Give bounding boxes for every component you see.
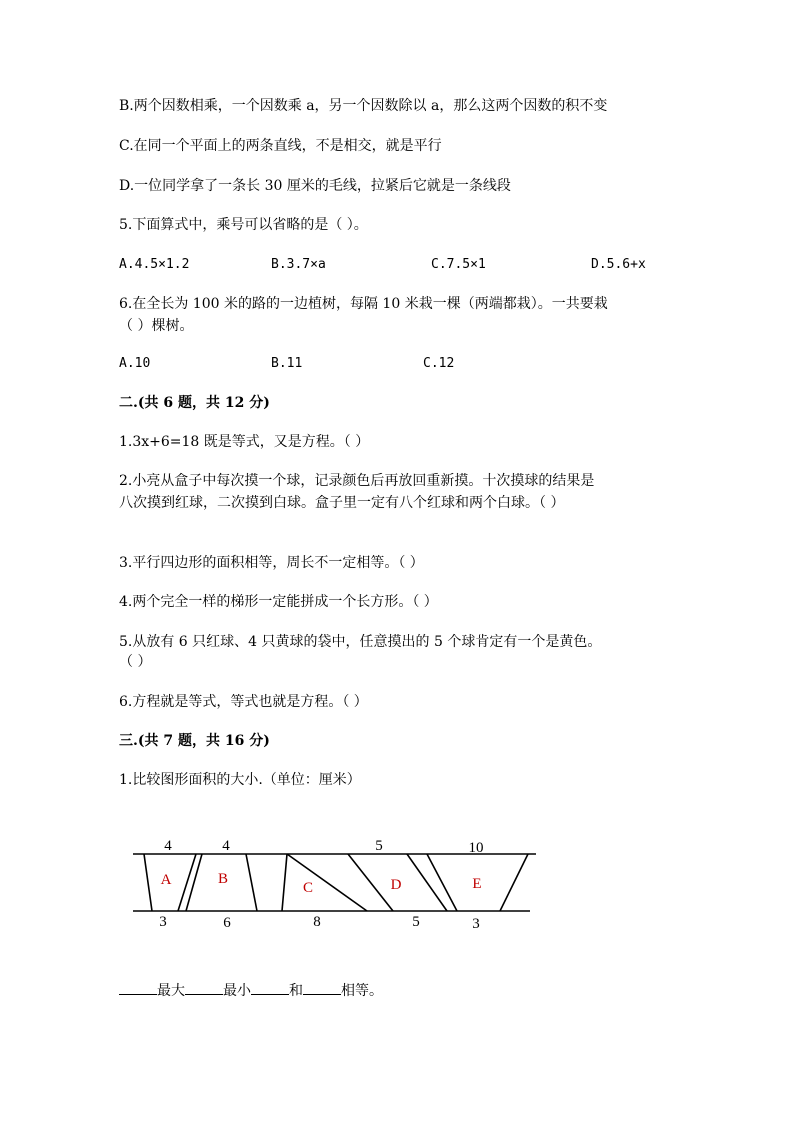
question-5-stem: 5.下面算式中，乘号可以省略的是（ ）。 [119, 217, 368, 233]
q5-option-b: B.3.7×a [271, 257, 326, 272]
shape-b-letter: B [217, 871, 229, 887]
shape-b-right-edge [246, 854, 257, 911]
tf-question-1: 1.3x+6=18 既是等式，又是方程。（ ） [119, 434, 370, 450]
tf-question-3: 3.平行四边形的面积相等，周长不一定相等。（ ） [119, 555, 424, 571]
shape-d-top-label: 5 [375, 838, 383, 854]
shape-c-left-edge [282, 854, 287, 911]
answer-text-largest: 最大 [157, 983, 185, 999]
shape-a-top-label: 4 [164, 838, 172, 854]
answer-text-and: 和 [289, 983, 303, 999]
shape-e-letter: E [472, 876, 482, 892]
section-2-header: 二.(共 6 题，共 12 分) [119, 395, 270, 411]
question-6-stem-line1: 6.在全长为 100 米的路的一边植树，每隔 10 米栽一棵（两端都栽）。一共要栽 [119, 296, 608, 312]
shape-e-top-label: 10 [468, 840, 484, 856]
answer-text-smallest: 最小 [223, 983, 251, 999]
q6-option-c: C.12 [423, 356, 455, 371]
shapes-figure [120, 830, 550, 940]
shape-d-right-edge [407, 854, 447, 911]
shape-e-bottom-label: 3 [472, 916, 480, 932]
q5-option-d: D.5.6+x [591, 257, 646, 272]
tf-question-5-line1: 5.从放有 6 只红球、4 只黄球的袋中，任意摸出的 5 个球肯定有一个是黄色。 [119, 634, 602, 650]
answer-text-equal: 相等。 [341, 983, 383, 999]
shape-d-bottom-label: 5 [412, 914, 420, 930]
tf-question-5-line2: （ ） [119, 654, 152, 670]
shape-d-letter: D [390, 877, 402, 893]
option-c-text: C.在同一个平面上的两条直线，不是相交，就是平行 [119, 138, 442, 154]
answer-blank-equal-2[interactable] [303, 980, 341, 995]
question-6-stem-line2: （ ）棵树。 [119, 318, 194, 334]
shape-outlines [144, 854, 528, 911]
tf-question-4: 4.两个完全一样的梯形一定能拼成一个长方形。（ ） [119, 594, 438, 610]
option-b-text: B.两个因数相乘，一个因数乘 a，另一个因数除以 a，那么这两个因数的积不变 [119, 98, 608, 114]
section-3-header: 三.(共 7 题，共 16 分) [119, 733, 270, 749]
answer-blank-largest[interactable] [119, 980, 157, 995]
answer-blank-equal-1[interactable] [251, 980, 289, 995]
shape-c-letter: C [302, 880, 314, 896]
tf-question-2-line2: 八次摸到红球，二次摸到白球。盒子里一定有八个红球和两个白球。（ ） [119, 495, 565, 511]
question-3-1-stem: 1.比较图形面积的大小.（单位：厘米） [119, 772, 361, 788]
q6-option-a: A.10 [119, 356, 151, 371]
shape-b-bottom-label: 6 [223, 915, 231, 931]
shape-b-top-label: 4 [222, 838, 230, 854]
option-d-text: D.一位同学拿了一条长 30 厘米的毛线，拉紧后它就是一条线段 [119, 178, 511, 194]
q5-option-c: C.7.5×1 [431, 257, 486, 272]
shape-a-left-edge [144, 854, 152, 911]
shape-e-left-edge [427, 854, 457, 911]
answer-blank-smallest[interactable] [185, 980, 223, 995]
shape-a-bottom-label: 3 [159, 914, 167, 930]
tf-question-6: 6.方程就是等式，等式也就是方程。（ ） [119, 694, 368, 710]
comparison-answer-line [119, 980, 383, 1001]
shape-a-letter: A [160, 872, 172, 888]
shape-e-right-edge [500, 854, 528, 911]
q5-option-a: A.4.5×1.2 [119, 257, 190, 272]
q6-option-b: B.11 [271, 356, 303, 371]
tf-question-2-line1: 2.小亮从盒子中每次摸一个球，记录颜色后再放回重新摸。十次摸球的结果是 [119, 473, 595, 489]
shape-c-bottom-label: 8 [313, 914, 321, 930]
